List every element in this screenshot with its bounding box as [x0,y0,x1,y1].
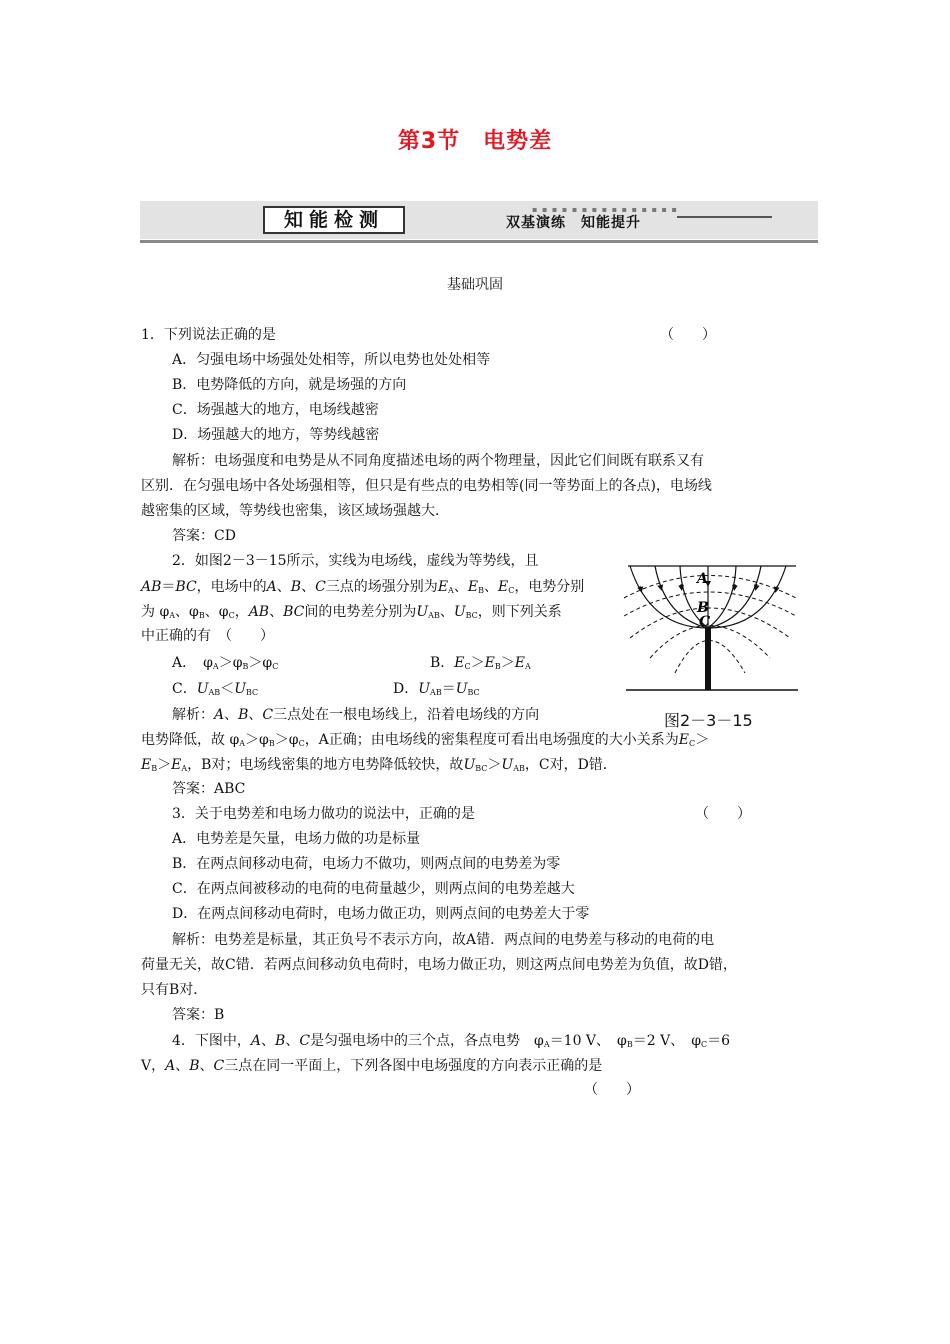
section-banner [140,201,818,239]
equipotential-line [624,592,796,616]
banner-dots: ▪ ▪ ▪ ▪ ▪ ▪ ▪ ▪ ▪ ▪ ▪ ▪ ▪ ▪ ▪ [532,205,678,214]
q2-stem-3: 为 $\varphi_A$、$\varphi_B$、$\varphi_C$，AB、BC间的电势差分别为$U_{AB}$、$U_{BC}$，则下列关系 [141,604,562,620]
q3-answer-paren: （ ） [695,806,751,822]
q3-option-c: C．在两点间被移动的电荷的电荷量越少，则两点间的电势差越大 [172,881,575,897]
q4-answer-paren: （ ） [584,1082,640,1098]
q3-explanation-2: 荷量无关，故C错．若两点间移动负电荷时，电场力做正功，则这两点间电势差为负值，故D错， [141,957,737,973]
banner-tag: 知能检测 [263,206,405,234]
equipotential-line [624,576,796,599]
q2-answer: 答案：ABC [172,781,246,797]
q2-option-b: B．$E_C>E_B>E_A$ [430,655,531,671]
q2-option-a: A． $\varphi_A>\varphi_B>\varphi_C$ [172,655,279,671]
point-a-label: A [697,571,708,587]
electrode-rod [705,628,711,690]
q2-stem-4: 中正确的有 （ ） [141,628,274,644]
section-heading: 基础巩固 [447,277,503,293]
page-title: 第3节 电势差 [397,129,553,154]
banner-decoration-line [677,216,772,218]
q3-option-a: A．电势差是矢量，电场力做的功是标量 [172,831,421,847]
q1-stem: 1．下列说法正确的是 [141,327,276,343]
q3-option-b: B．在两点间移动电荷，电场力不做功，则两点间的电势差为零 [172,856,561,872]
q1-option-a: A．匀强电场中场强处处相等，所以电势也处处相等 [172,352,491,368]
figure-caption: 图2－3－15 [664,711,753,730]
q1-option-c: C．场强越大的地方，电场线越密 [172,402,379,418]
q2-option-c: C．$U_{AB}<U_{BC}$ [172,681,259,697]
q1-explanation-2: 区别．在匀强电场中各处场强相等，但只是有些点的电势相等(同一等势面上的各点)，电场线 [141,478,712,494]
q3-option-d: D．在两点间移动电荷时，电场力做正功，则两点间的电势差大于零 [172,906,590,922]
point-b-label: B [697,600,709,616]
electric-field-figure [620,558,800,698]
q1-option-d: D．场强越大的地方，等势线越密 [172,427,380,443]
q1-answer: 答案：CD [172,528,236,544]
q3-stem: 3．关于电势差和电场力做功的说法中，正确的是 [172,806,475,822]
q3-answer: 答案：B [172,1007,225,1023]
q4-stem-2: V，A、B、C三点在同一平面上，下列各图中电场强度的方向表示正确的是 [141,1058,603,1074]
field-line [708,566,761,628]
q2-explanation-3: $E_B>E_A$，B对；电场线密集的地方电势降低较快，故$U_{BC}>U_{AB}$，C对，D错． [141,757,617,773]
point-c-label: C [699,614,711,630]
q1-option-b: B．电势降低的方向，就是场强的方向 [172,377,407,393]
q2-option-d: D．$U_{AB}=U_{BC}$ [393,681,480,697]
q2-stem-1: 2．如图2－3－15所示，实线为电场线，虚线为等势线，且 [172,553,539,569]
q1-explanation-3: 越密集的区域，等势线也密集，该区域场强越大． [141,503,449,519]
q4-stem-1: 4．下图中，A、B、C是匀强电场中的三个点，各点电势 $\varphi_A=10$ V、 $\varphi_B=2$ V、 $\varphi_C=6$ [172,1033,731,1049]
q1-answer-paren: （ ） [660,327,716,343]
q2-explanation-2: 电势降低，故 $\varphi_A>\varphi_B>\varphi_C$，A正确；由电场线的密集程度可看出电场强度的大小关系为$E_C>$ [141,732,710,748]
q1-explanation-1: 解析：电场强度和电势是从不同角度描述电场的两个物理量，因此它们间既有联系又有 [172,453,704,469]
banner-underline [140,240,818,243]
banner-slogan: 双基演练 知能提升 [506,215,641,231]
q2-stem-2: AB＝BC，电场中的A、B、C三点的场强分别为$E_A$、$E_B$、$E_C$，电势分别 [141,579,585,595]
q3-explanation-1: 解析：电势差是标量，其正负号不表示方向，故A错．两点间的电势差与移动的电荷的电 [172,932,715,948]
q2-explanation-1: 解析：A、B、C三点处在一根电场线上，沿着电场线的方向 [172,707,540,723]
q3-explanation-3: 只有B对． [141,982,208,998]
